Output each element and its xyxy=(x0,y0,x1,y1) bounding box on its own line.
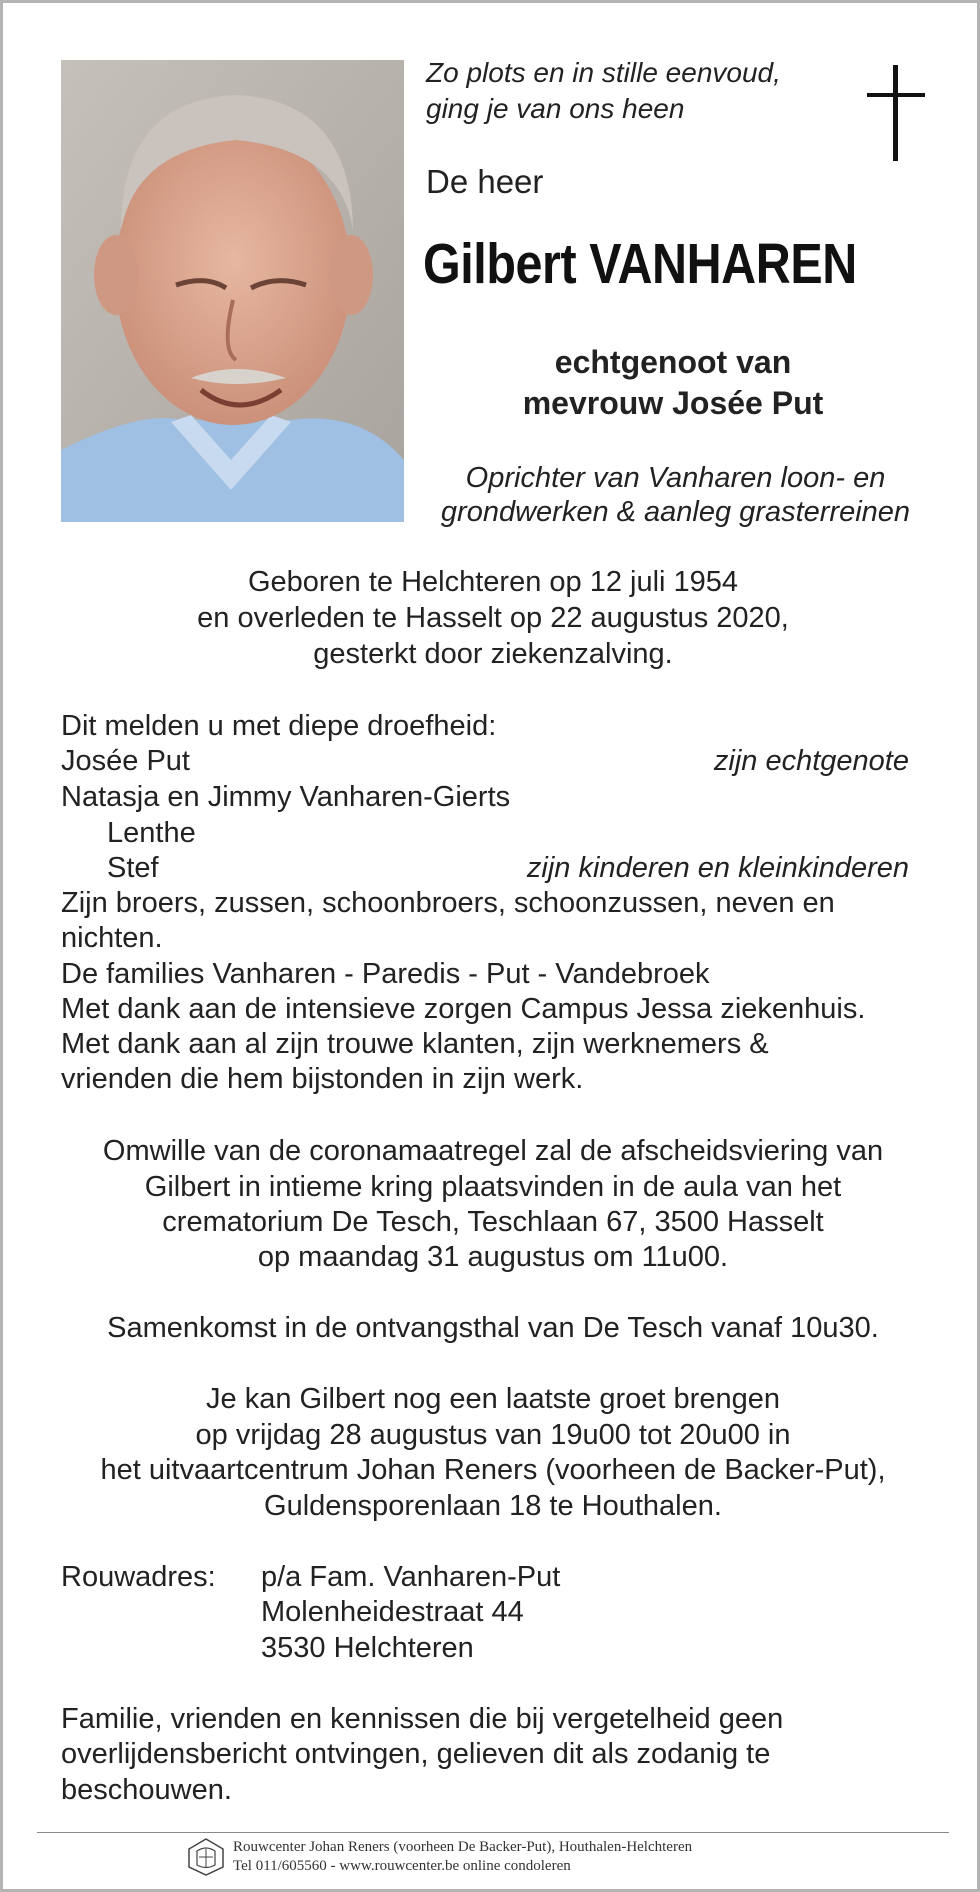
address-line-3: 3530 Helchteren xyxy=(261,1632,474,1664)
address-label: Rouwadres: xyxy=(61,1561,216,1593)
ceremony-line-3: crematorium De Tesch, Teschlaan 67, 3500 Hasselt xyxy=(162,1206,824,1238)
address-line-1: p/a Fam. Vanharen-Put xyxy=(261,1561,561,1593)
mourners-intro: Dit melden u met diepe droefheid: xyxy=(61,710,497,742)
families-line: De families Vanharen - Paredis - Put - Vandebroek xyxy=(61,958,710,990)
closing-line-1: Familie, vrienden en kennissen die bij vergetelheid geen xyxy=(61,1703,784,1735)
funeral-home-logo-icon xyxy=(187,1837,225,1877)
thanks-line-2: Met dank aan al zijn trouwe klanten, zijn werknemers & xyxy=(61,1028,769,1060)
closing-line-2: overlijdensbericht ontvingen, gelieven dit als zodanig te xyxy=(61,1738,771,1770)
visit-line-4: Guldensporenlaan 18 te Houthalen. xyxy=(264,1490,722,1522)
deceased-name: Gilbert VANHAREN xyxy=(423,232,857,296)
visit-line-2: op vrijdag 28 augustus van 19u00 tot 20u00 in xyxy=(195,1419,791,1451)
grandchild-2: Stef xyxy=(107,852,159,884)
footer-divider xyxy=(37,1832,949,1833)
cross-icon xyxy=(867,65,925,161)
birth-line-2: en overleden te Hasselt op 22 augustus 2020, xyxy=(197,602,789,634)
grandchild-1: Lenthe xyxy=(107,817,196,849)
spouse-name: Josée Put xyxy=(61,745,190,777)
siblings-line-1: Zijn broers, zussen, schoonbroers, schoonzussen, neven en xyxy=(61,887,835,919)
birth-line-1: Geboren te Helchteren op 12 juli 1954 xyxy=(247,566,739,598)
children-names: Natasja en Jimmy Vanharen-Gierts xyxy=(61,781,511,813)
founder-line-1: Oprichter van Vanharen loon- en xyxy=(465,462,886,494)
thanks-line-3: vrienden die hem bijstonden in zijn werk. xyxy=(61,1063,584,1095)
footer-line-2: Tel 011/605560 - www.rouwcenter.be online condoleren xyxy=(233,1858,571,1874)
address-line-2: Molenheidestraat 44 xyxy=(261,1596,524,1628)
quote-line-2: ging je van ons heen xyxy=(426,93,685,124)
spouse-line-1: echtgenoot van xyxy=(554,344,792,380)
founder-line-2: grondwerken & aanleg grasterreinen xyxy=(440,496,911,528)
birth-line-3: gesterkt door ziekenzalving. xyxy=(313,638,673,670)
visit-line-3: het uitvaartcentrum Johan Reners (voorheen de Backer-Put), xyxy=(100,1454,886,1486)
spouse-line-2: mevrouw Josée Put xyxy=(522,385,824,421)
deceased-title: De heer xyxy=(426,163,544,200)
spouse-role: zijn echtgenote xyxy=(713,745,909,777)
portrait-photo xyxy=(61,60,404,522)
ceremony-line-4: op maandag 31 augustus om 11u00. xyxy=(257,1241,729,1273)
visit-line-1: Je kan Gilbert nog een laatste groet brengen xyxy=(206,1383,780,1415)
thanks-line-1: Met dank aan de intensieve zorgen Campus Jessa ziekenhuis. xyxy=(61,993,866,1025)
gathering-line: Samenkomst in de ontvangsthal van De Tesch vanaf 10u30. xyxy=(107,1312,879,1344)
siblings-line-2: nichten. xyxy=(61,922,163,954)
quote-line-1: Zo plots en in stille eenvoud, xyxy=(426,57,781,88)
footer-line-1: Rouwcenter Johan Reners (voorheen De Backer-Put), Houthalen-Helchteren xyxy=(233,1839,693,1855)
ceremony-line-1: Omwille van de coronamaatregel zal de afscheidsviering van xyxy=(102,1135,884,1167)
children-role: zijn kinderen en kleinkinderen xyxy=(526,852,909,884)
ceremony-line-2: Gilbert in intieme kring plaatsvinden in de aula van het xyxy=(144,1171,842,1203)
closing-line-3: beschouwen. xyxy=(61,1774,232,1806)
